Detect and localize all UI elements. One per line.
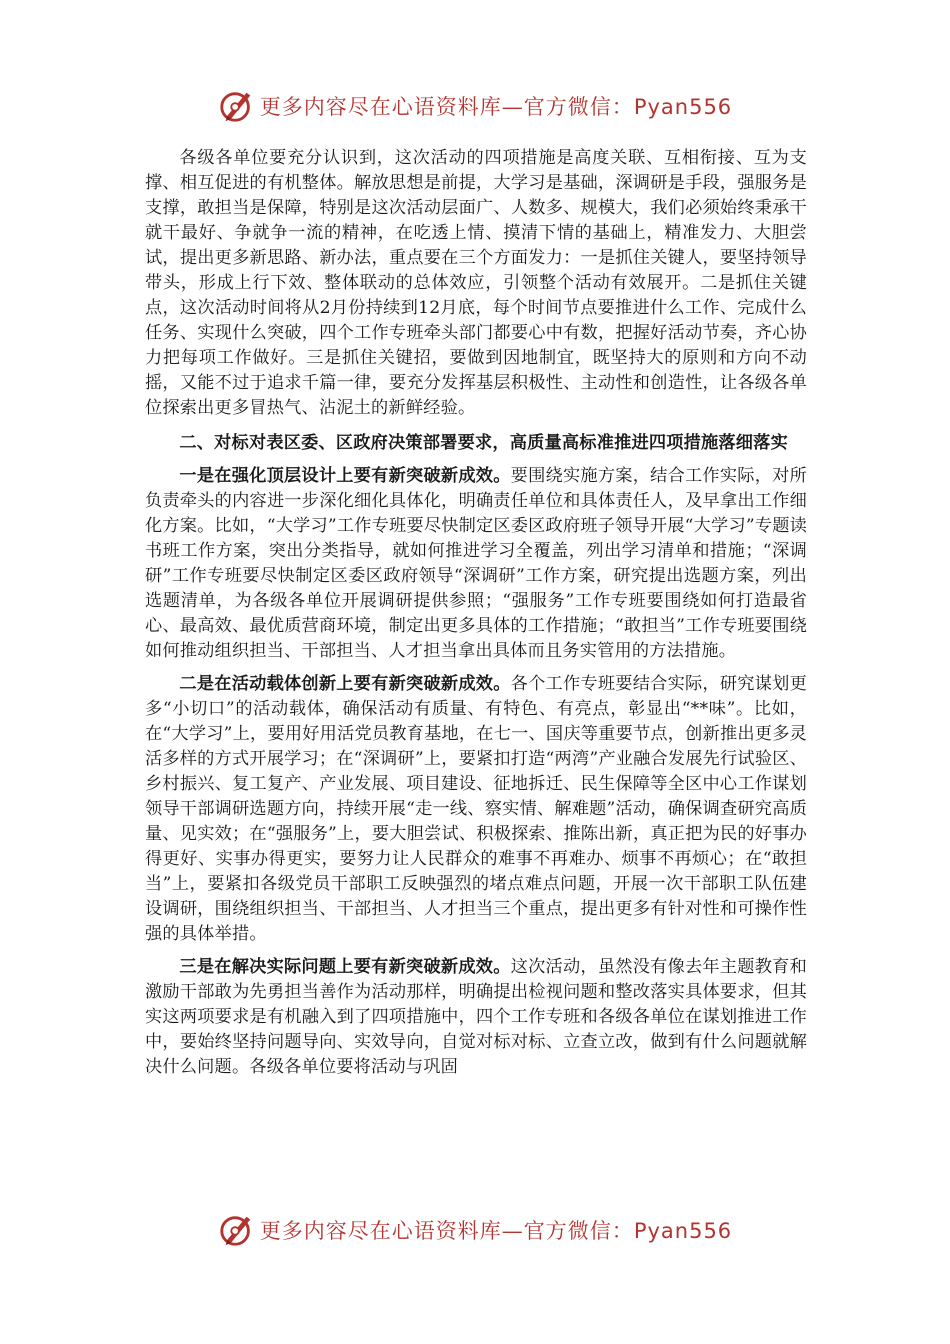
wechat-id: Pyan556: [633, 95, 733, 119]
paragraph: [145, 464, 807, 664]
paragraph: [145, 672, 807, 947]
banner-text: 更多内容尽在心语资料库—官方微信：Pyan556: [259, 95, 733, 119]
paragraph-body: 这次活动，虽然没有像去年主题教育和激励干部敢为先勇担当善作为活动那样，明确提出检视问题和整改落实具体要求，但其实这两项要求是有机融入到了四项措施中，四个工作专班和各级各单位在谋划推进工作中，要始终坚持问题导向、实效导向，自觉对标对标、立查立改，做到有什么问题就解决什么问题。各级各单位要将活动与巩固: [145, 957, 807, 1077]
paragraph-lead: 三是在解决实际问题上要有新突破新成效。: [179, 957, 511, 977]
paragraph: [145, 955, 807, 1080]
footer-banner: [0, 1210, 950, 1250]
paragraph-body: 要围绕实施方案，结合工作实际，对所负责牵头的内容进一步深化细化具体化，明确责任单位和具体责任人，及早拿出工作细化方案。比如，“大学习”工作专班要尽快制定区委区政府班子领导开展“大学习”专题读书班工作方案，突出分类指导，就如何推进学习全覆盖，列出学习清单和措施；“深调研”工作专班要尽快制定区委区政府领导“深调研”工作方案，研究提出选题方案，列出选题清单，为各级各单位开展调研提供参照；“强服务”工作专班要围绕如何打造最省心、最高效、最优质营商环境，制定出更多具体的工作措施；“敢担当”工作专班要围绕如何推动组织担当、干部担当、人才担当拿出具体而且务实管用的方法措施。: [145, 466, 807, 661]
pen-circle-logo-icon: [218, 87, 256, 125]
header-banner: [0, 86, 950, 126]
pen-circle-logo-icon: [218, 1211, 256, 1249]
banner-text: 更多内容尽在心语资料库—官方微信：Pyan556: [259, 1219, 733, 1243]
document-body: [145, 146, 807, 1080]
paragraph: 各级各单位要充分认识到，这次活动的四项措施是高度关联、互相衔接、互为支撑、相互促进的有机整体。解放思想是前提，大学习是基础，深调研是手段，强服务是支撑，敢担当是保障，特别是这次活动层面广、人数多、规模大，我们必须始终秉承干就干最好、争就争一流的精神，在吃透上情、摸清下情的基础上，精准发力、大胆尝试，提出更多新思路、新办法，重点要在三个方面发力：一是抓住关键人，要坚持领导带头，形成上行下效、整体联动的总体效应，引领整个活动有效展开。二是抓住关键点，这次活动时间将从2月份持续到12月底，每个时间节点要推进什么工作、完成什么任务、实现什么突破，四个工作专班牵头部门都要心中有数，把握好活动节奏，齐心协力把每项工作做好。三是抓住关键招，要做到因地制宜，既坚持大的原则和方向不动摇，又能不过于追求千篇一律，要充分发挥基层积极性、主动性和创造性，让各级各单位探索出更多冒热气、沾泥土的新鲜经验。: [145, 148, 807, 418]
section-heading: 二、对标对表区委、区政府决策部署要求，高质量高标准推进四项措施落细落实: [179, 433, 788, 453]
wechat-id: Pyan556: [633, 1219, 733, 1243]
paragraph-lead: 一是在强化顶层设计上要有新突破新成效。: [179, 466, 511, 486]
paragraph-body: 各个工作专班要结合实际，研究谋划更多“小切口”的活动载体，确保活动有质量、有特色、有亮点，彰显出“**味”。比如，在“大学习”上，要用好用活党员教育基地，在七一、国庆等重要节点，创新推出更多灵活多样的方式开展学习；在“深调研”上，要紧扣打造“两湾”产业融合发展先行试验区、乡村振兴、复工复产、产业发展、项目建设、征地拆迁、民生保障等全区中心工作谋划领导干部调研选题方向，持续开展“走一线、察实情、解难题”活动，确保调查研究高质量、见实效；在“强服务”上，要大胆尝试、积极探索、推陈出新，真正把为民的好事办得更好、实事办得更实，要努力让人民群众的难事不再难办、烦事不再烦心；在“敢担当”上，要紧扣各级党员干部职工反映强烈的堵点难点问题，开展一次干部职工队伍建设调研，围绕组织担当、干部担当、人才担当三个重点，提出更多有针对性和可操作性强的具体举措。: [145, 674, 807, 944]
paragraph-lead: 二是在活动载体创新上要有新突破新成效。: [179, 674, 511, 694]
